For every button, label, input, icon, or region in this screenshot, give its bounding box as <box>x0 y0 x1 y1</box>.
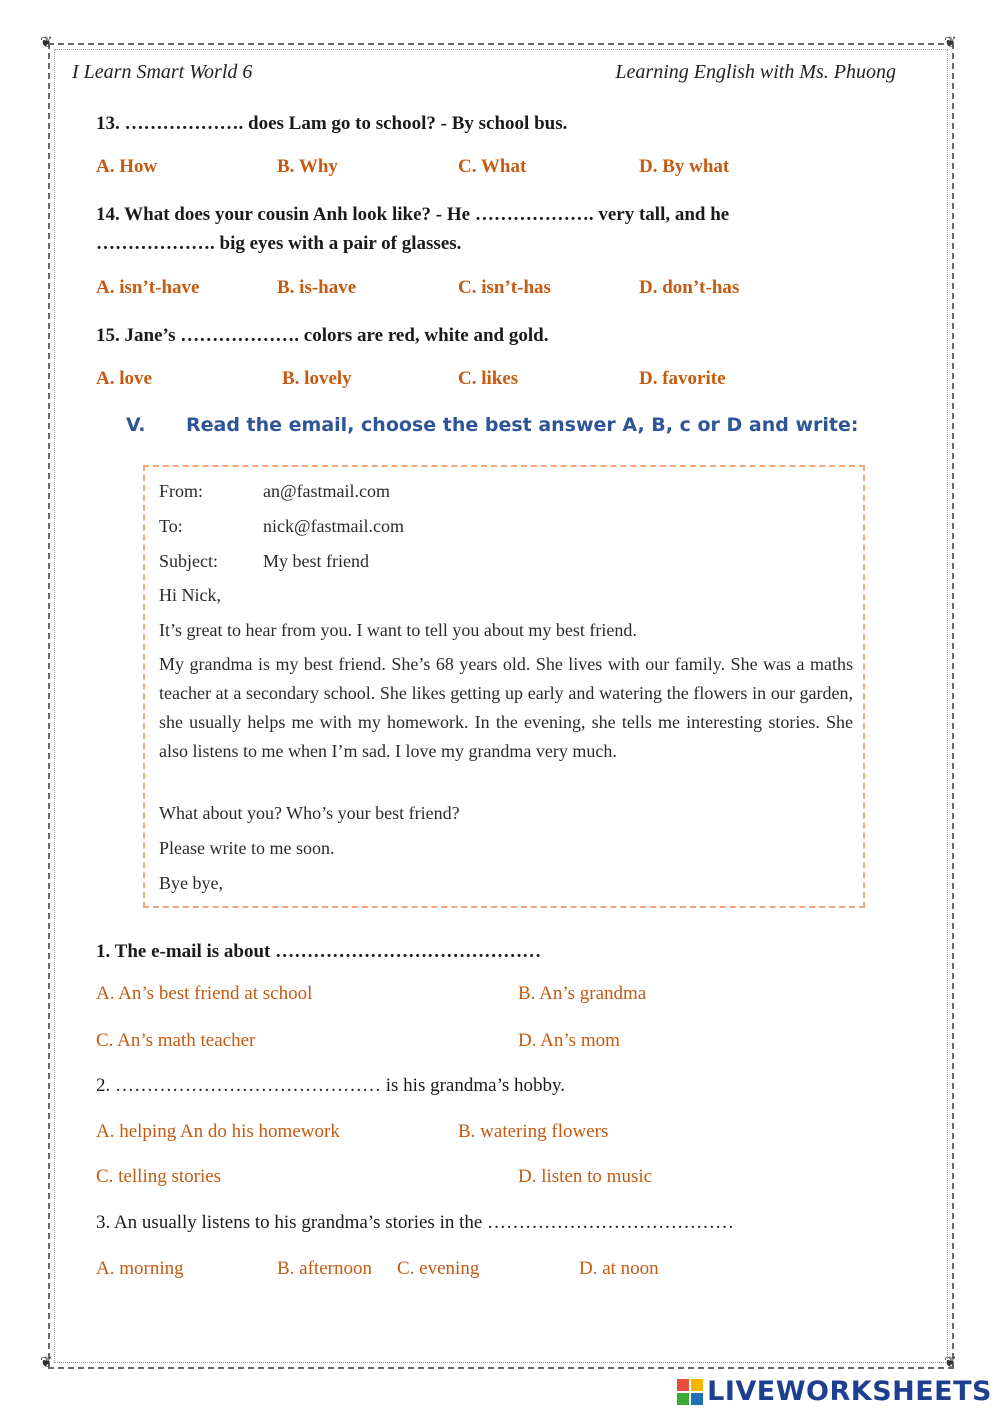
corner-ornament-icon: ❦ <box>40 35 53 51</box>
corner-ornament-icon: ❦ <box>40 1355 53 1371</box>
q15-option-d[interactable]: D. favorite <box>639 368 726 389</box>
email-paragraph-3: What about you? Who’s your best friend? <box>159 803 460 823</box>
email-subject-row <box>159 551 369 572</box>
header-teacher-title: Learning English with Ms. Phuong <box>615 61 896 83</box>
email-paragraph-2: My grandma is my best friend. She’s 68 years old. She lives with our family. She was a maths teacher at a secondary school. She likes getting up early and watering the flowers in our garden, she usually helps me with my homework. In the evening, she tells me interesting stories. She also listens to me when I’m sad. I love my grandma very much. <box>159 654 853 761</box>
email-paragraph-1: It’s great to hear from you. I want to tell you about my best friend. <box>159 620 637 640</box>
r3-option-c[interactable]: C. evening <box>397 1258 480 1279</box>
corner-ornament-icon: ❦ <box>944 1355 957 1371</box>
r1-option-a[interactable]: A. An’s best friend at school <box>96 983 313 1004</box>
q13-option-c[interactable]: C. What <box>458 156 527 177</box>
reading-question-3: 3. An usually listens to his grandma’s stories in the ………………………………… <box>96 1212 735 1233</box>
email-to-row <box>159 516 404 537</box>
logo-square <box>691 1393 703 1405</box>
r1-option-b[interactable]: B. An’s grandma <box>518 983 647 1004</box>
email-greeting: Hi Nick, <box>159 585 221 605</box>
q13-option-b[interactable]: B. Why <box>277 156 338 177</box>
r2-option-a[interactable]: A. helping An do his homework <box>96 1121 340 1142</box>
logo-square <box>677 1379 689 1391</box>
email-box <box>143 465 865 908</box>
r2-option-c[interactable]: C. telling stories <box>96 1166 222 1187</box>
r2-option-d[interactable]: D. listen to music <box>518 1166 653 1187</box>
corner-ornament-icon: ❦ <box>944 35 957 51</box>
liveworksheets-logo[interactable] <box>677 1376 992 1407</box>
reading-question-2: 2. …………………………………… is his grandma’s hobby. <box>96 1075 566 1096</box>
r1-option-d[interactable]: D. An’s mom <box>518 1030 620 1051</box>
q15-option-a[interactable]: A. love <box>96 368 152 389</box>
r3-option-b[interactable]: B. afternoon <box>277 1258 372 1279</box>
email-to-label: To: <box>159 516 183 536</box>
q14-option-a[interactable]: A. isn’t-have <box>96 277 200 298</box>
email-paragraph-4: Please write to me soon. <box>159 838 335 858</box>
q13-option-a[interactable]: A. How <box>96 156 158 177</box>
q14-option-b[interactable]: B. is-have <box>277 277 357 298</box>
question-13: 13. ………………. does Lam go to school? - By school bus. <box>96 113 568 134</box>
logo-mark-icon <box>677 1379 703 1405</box>
r1-option-c[interactable]: C. An’s math teacher <box>96 1030 256 1051</box>
header-book-title: I Learn Smart World 6 <box>72 61 253 83</box>
logo-square <box>677 1393 689 1405</box>
email-closing: Bye bye, <box>159 873 223 893</box>
r3-option-a[interactable]: A. morning <box>96 1258 184 1279</box>
email-from-label: From: <box>159 481 204 501</box>
r2-option-b[interactable]: B. watering flowers <box>458 1121 609 1142</box>
question-14-line1: 14. What does your cousin Anh look like? - He ………………. very tall, and he <box>96 204 730 225</box>
reading-question-1: 1. The e-mail is about …………………………………… <box>96 941 542 962</box>
q14-option-d[interactable]: D. don’t-has <box>639 277 740 298</box>
email-subject-label: Subject: <box>159 551 218 571</box>
email-from-row <box>159 481 390 502</box>
logo-square <box>691 1379 703 1391</box>
email-from-value: an@fastmail.com <box>263 481 391 501</box>
section-heading <box>126 414 859 436</box>
q15-option-c[interactable]: C. likes <box>458 368 519 389</box>
q14-option-c[interactable]: C. isn’t-has <box>458 277 551 298</box>
section-number: V. <box>126 414 146 436</box>
r3-option-d[interactable]: D. at noon <box>579 1258 659 1279</box>
email-subject-value: My best friend <box>263 551 369 571</box>
q15-option-b[interactable]: B. lovely <box>282 368 352 389</box>
email-to-value: nick@fastmail.com <box>263 516 405 536</box>
logo-text: LIVEWORKSHEETS <box>707 1376 992 1407</box>
q13-option-d[interactable]: D. By what <box>639 156 730 177</box>
section-title: Read the email, choose the best answer A, B, c or D and write: <box>186 414 859 436</box>
question-14-line2: ………………. big eyes with a pair of glasses. <box>96 233 462 254</box>
question-15: 15. Jane’s ………………. colors are red, white and gold. <box>96 325 549 346</box>
